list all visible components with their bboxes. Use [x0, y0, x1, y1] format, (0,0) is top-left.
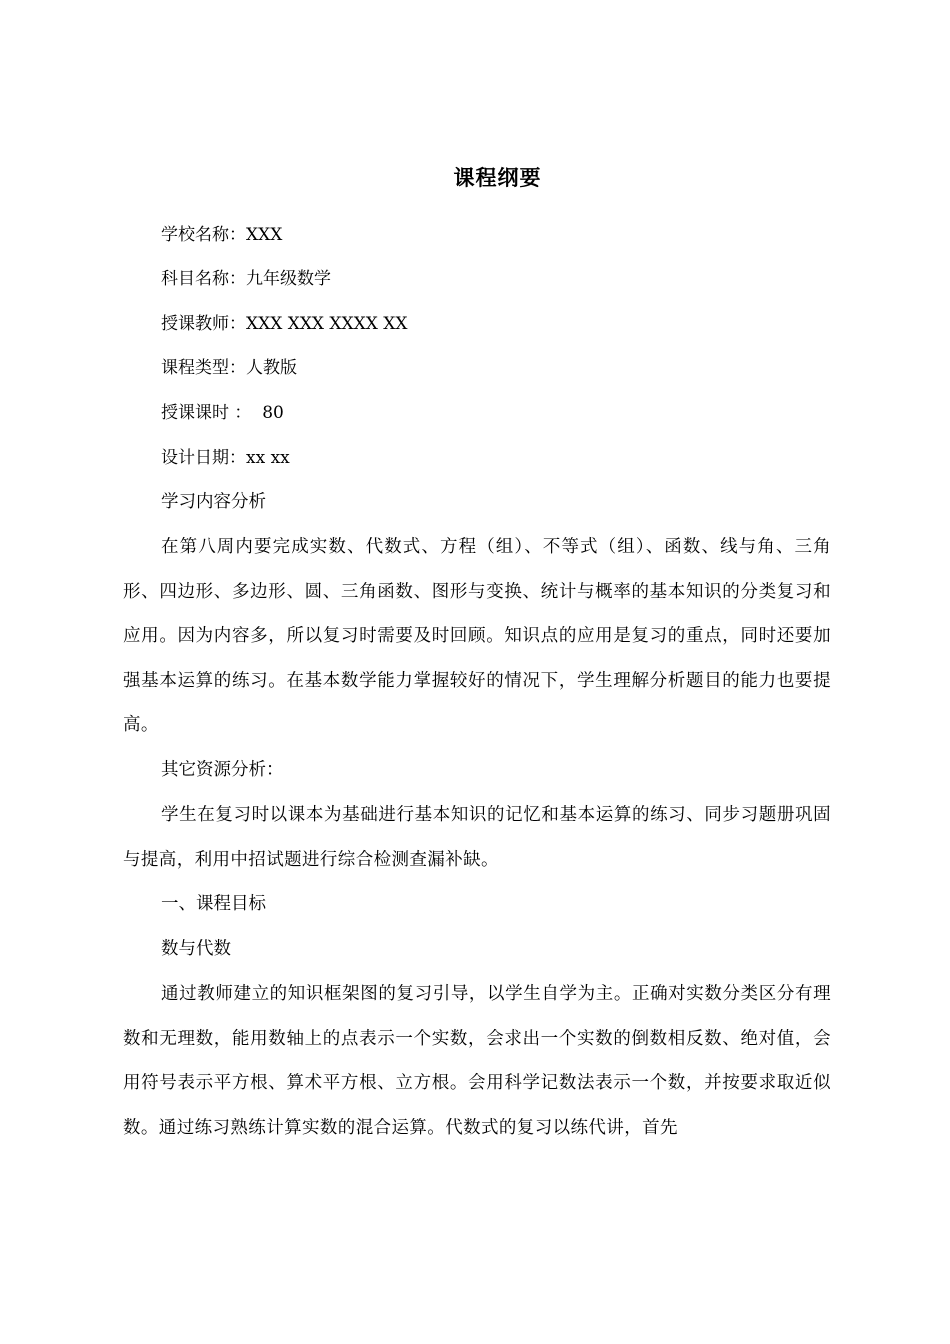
field-value: 80	[251, 403, 284, 423]
field-label: 学校名称：	[161, 225, 246, 245]
field-label: 授课课时 ：	[161, 403, 252, 423]
paragraph-content-analysis: 在第八周内要完成实数、代数式、方程（组）、不等式（组）、函数、线与角、三角形、四边形、多边形、圆、三角函数、图形与变换、统计与概率的基本知识的分类复习和应用。因为内容多，所以复习时需要及时回顾。知识点的应用是复习的重点，同时还要加强基本运算的练习。在基本数学能力掌握较好的情况下，学生理解分析题目的能力也要提高。	[123, 537, 831, 735]
field-value: 人教版	[246, 358, 297, 378]
field-value: XXX XXX XXXX XX	[246, 314, 408, 334]
field-value: 九年级数学	[246, 269, 331, 289]
field-subject-name	[161, 266, 331, 292]
subheading-number-algebra: 数与代数	[161, 939, 231, 959]
field-design-date	[161, 445, 290, 471]
field-label: 科目名称：	[161, 269, 246, 289]
field-course-type	[161, 355, 297, 381]
field-label: 授课教师：	[161, 314, 246, 334]
field-label: 课程类型：	[161, 358, 246, 378]
page-title: 课程纲要	[453, 166, 542, 190]
field-class-hours	[161, 400, 284, 426]
field-school-name	[161, 222, 282, 248]
field-value: XXX	[246, 225, 283, 245]
field-label: 设计日期：	[161, 448, 246, 468]
section-heading-resources: 其它资源分析：	[161, 760, 284, 780]
paragraph-goals: 通过教师建立的知识框架图的复习引导，以学生自学为主。正确对实数分类区分有理数和无理数，能用数轴上的点表示一个实数，会求出一个实数的倒数相反数、绝对值，会用符号表示平方根、算术平方根、立方根。会用科学记数法表示一个数，并按要求取近似数。通过练习熟练计算实数的混合运算。代数式的复习以练代讲，首先	[123, 984, 831, 1138]
section-heading-content-analysis: 学习内容分析	[161, 492, 266, 512]
section-heading-goals: 一、课程目标	[161, 894, 266, 914]
paragraph-resources: 学生在复习时以课本为基础进行基本知识的记忆和基本运算的练习、同步习题册巩固与提高，利用中招试题进行综合检测查漏补缺。	[123, 805, 831, 870]
field-teacher	[161, 311, 407, 337]
field-value: xx xx	[246, 448, 290, 468]
